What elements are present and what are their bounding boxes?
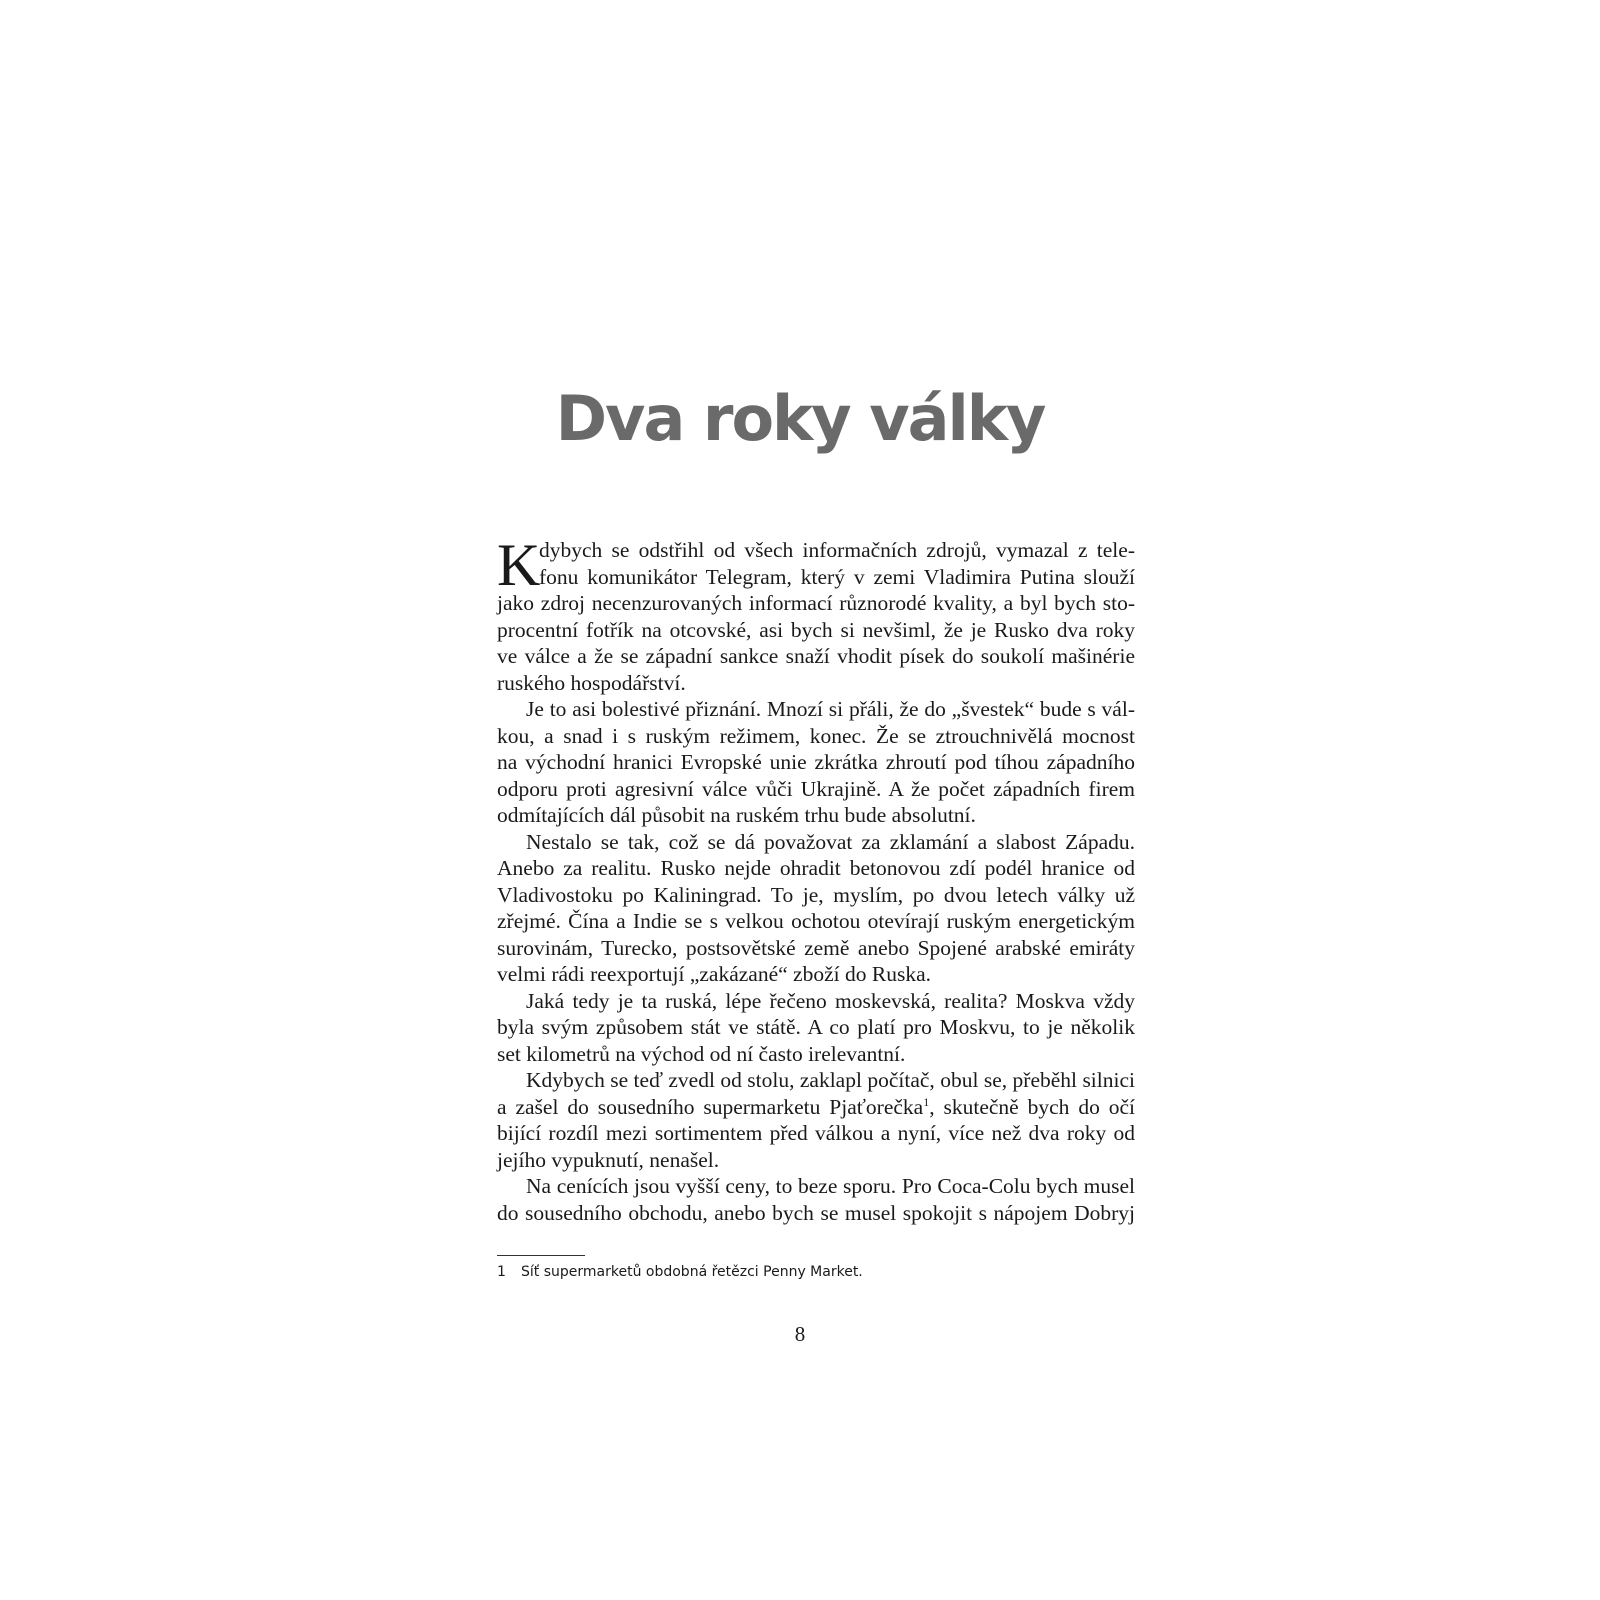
page-number: 8 <box>794 1322 806 1346</box>
text-fragment: , skutečně bych do očí <box>929 1094 1135 1119</box>
footnote-number: 1 <box>497 1264 506 1280</box>
text-line: zřejmé. Čína a Indie se s velkou ochotou otevírají ruským energetickým <box>497 909 1135 933</box>
paragraph <box>497 829 1135 988</box>
text-line: byla svým způsobem stát ve státě. A co platí pro Moskvu, to je několik <box>497 1015 1135 1039</box>
text-line: Nestalo se tak, což se dá považovat za zklamání a slabost Západu. <box>526 829 1135 854</box>
footnote-text: Síť supermarketů obdobná řetězci Penny Market. <box>521 1264 863 1280</box>
drop-cap: K <box>497 532 541 598</box>
text-line: Anebo za realitu. Rusko nejde ohradit betonovou zdí podél hranice od <box>497 856 1135 880</box>
text-line: surovinám, Turecko, postsovětské země anebo Spojené arabské emiráty <box>497 935 1135 960</box>
text-line: fonu komunikátor Telegram, který v zemi Vladimira Putina slouží <box>539 564 1135 589</box>
text-line: jejího vypuknutí, nenašel. <box>497 1147 720 1172</box>
paragraph <box>497 532 1135 696</box>
paragraph <box>497 696 1135 829</box>
text-line: procentní fotřík na otcovské, asi bych si nevšiml, že je Rusko dva roky <box>497 617 1135 642</box>
paragraph <box>497 1173 1135 1226</box>
text-line: Na cenících jsou vyšší ceny, to beze sporu. Pro Coca-Colu bych musel <box>526 1174 1135 1198</box>
text-line <box>497 1094 1135 1121</box>
footnote <box>497 1264 863 1280</box>
text-line: dybych se odstřihl od všech informačních zdrojů, vymazal z tele- <box>539 538 1135 562</box>
paragraph <box>497 988 1135 1068</box>
body-text <box>497 532 1135 1226</box>
text-line: Kdybych se teď zvedl od stolu, zaklapl počítač, obul se, přeběhl silnici <box>526 1068 1135 1092</box>
text-fragment: a zašel do sousedního supermarketu Pjaťorečka <box>497 1094 924 1119</box>
text-line: Jaká tedy je ta ruská, lépe řečeno moskevská, realita? Moskva vždy <box>526 988 1135 1013</box>
text-line: odmítajících dál působit na ruském trhu bude absolutní. <box>497 803 976 827</box>
text-line: jako zdroj necenzurovaných informací různorodé kvality, a byl bych sto- <box>497 591 1135 615</box>
text-line: Je to asi bolestivé přiznání. Mnozí si přáli, že do „švestek“ bude s vál- <box>526 697 1135 721</box>
text-line: odporu proti agresivní válce vůči Ukrajině. A že počet západních firem <box>497 776 1135 801</box>
text-line: set kilometrů na východ od ní často irelevantní. <box>497 1041 906 1066</box>
text-line: na východní hranici Evropské unie zkrátka zhroutí pod tíhou západního <box>497 750 1135 774</box>
paragraph <box>497 1067 1135 1173</box>
text-line: ruského hospodářství. <box>497 670 686 695</box>
text-line: kou, a snad i s ruským režimem, konec. Že se ztrouchnivělá mocnost <box>497 723 1135 748</box>
text-line: velmi rádi reexportují „zakázané“ zboží do Ruska. <box>497 962 931 986</box>
chapter-title: Dva roky války <box>555 382 1045 455</box>
footnote-divider <box>497 1255 585 1256</box>
text-line: Vladivostoku po Kaliningrad. To je, myslím, po dvou letech války už <box>497 882 1135 907</box>
footnote-reference[interactable]: 1 <box>923 1094 930 1109</box>
text-line: do sousedního obchodu, anebo bych se musel spokojit s nápojem Dobryj <box>497 1200 1135 1225</box>
text-line: ve válce a že se západní sankce snaží vhodit písek do soukolí mašinérie <box>497 644 1135 668</box>
text-line: bijící rozdíl mezi sortimentem před válkou a nyní, více než dva roky od <box>497 1121 1135 1145</box>
